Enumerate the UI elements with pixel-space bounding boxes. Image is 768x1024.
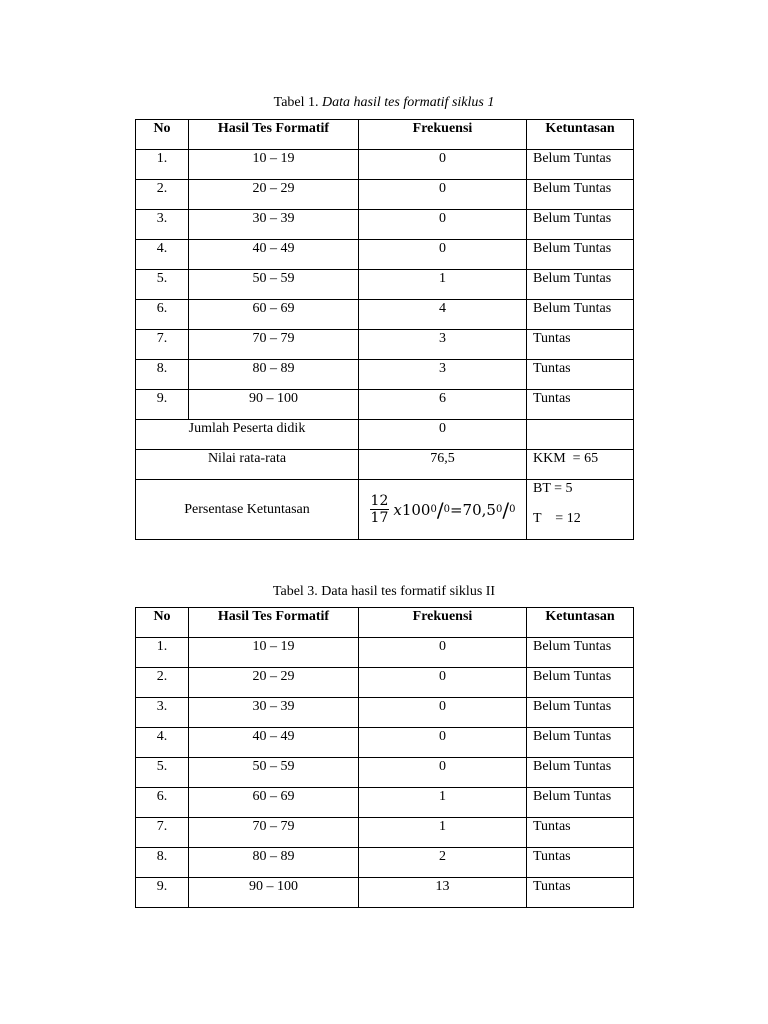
table2-header-ketuntasan: Ketuntasan [527,608,634,638]
table1-persen-row [136,480,634,540]
table1-cell-hasil: 60 – 69 [189,300,359,330]
table2-cell-ketuntasan: Tuntas [527,818,634,848]
table2-row [136,818,634,848]
table2-header-frekuensi: Frekuensi [359,608,527,638]
table1-cell-frekuensi: 0 [359,180,527,210]
table2-cell-hasil: 40 – 49 [189,728,359,758]
table1-header-frekuensi: Frekuensi [359,120,527,150]
table2-row [136,878,634,908]
table2-row [136,698,634,728]
table1-jumlah-row [136,420,634,450]
table2-cell-no: 1. [136,638,189,668]
table1-cell-hasil: 30 – 39 [189,210,359,240]
table2-cell-ketuntasan: Belum Tuntas [527,728,634,758]
persen-formula [359,482,526,538]
table2-cell-frekuensi: 0 [359,668,527,698]
table1-cell-ketuntasan: Belum Tuntas [527,150,634,180]
table2-cell-hasil: 90 – 100 [189,878,359,908]
table2-cell-frekuensi: 0 [359,728,527,758]
table2-cell-hasil: 20 – 29 [189,668,359,698]
table1-cell-no: 1. [136,150,189,180]
table1-row [136,300,634,330]
table2-header-no: No [136,608,189,638]
table2-row [136,728,634,758]
table2-cell-ketuntasan: Belum Tuntas [527,788,634,818]
formula-result: 70,5 [462,500,496,519]
table1-row [136,150,634,180]
table2-cell-no: 6. [136,788,189,818]
table2-row [136,668,634,698]
table1-cell-frekuensi: 1 [359,270,527,300]
table1-rata-row [136,450,634,480]
table2-cell-hasil: 80 – 89 [189,848,359,878]
table1-cell-ketuntasan: Belum Tuntas [527,210,634,240]
table2-cell-ketuntasan: Tuntas [527,878,634,908]
table1-cell-ketuntasan: Tuntas [527,330,634,360]
table1-caption [0,95,768,111]
table1-cell-frekuensi: 4 [359,300,527,330]
jumlah-ketuntasan [527,420,634,450]
jumlah-label: Jumlah Peserta didik [136,420,359,450]
table2-cell-frekuensi: 0 [359,698,527,728]
table1-cell-no: 4. [136,240,189,270]
table2-cell-frekuensi: 1 [359,818,527,848]
table1-cell-ketuntasan: Belum Tuntas [527,270,634,300]
table1-cell-no: 7. [136,330,189,360]
jumlah-value: 0 [359,420,527,450]
formula-pct-top-2: 0 [495,503,503,515]
table1-cell-frekuensi: 3 [359,360,527,390]
table1-cell-hasil: 70 – 79 [189,330,359,360]
table1-cell-hasil: 90 – 100 [189,390,359,420]
table2-row [136,848,634,878]
table1-cell-no: 5. [136,270,189,300]
table2-cell-ketuntasan: Belum Tuntas [527,668,634,698]
table1-row [136,330,634,360]
table2-cell-no: 8. [136,848,189,878]
formula-fraction [370,494,390,525]
table1-cell-hasil: 10 – 19 [189,150,359,180]
table2-cell-frekuensi: 2 [359,848,527,878]
kkm-value: KKM = 65 [527,450,634,480]
table1-cell-frekuensi: 0 [359,150,527,180]
formula-pct-top-1: 0 [430,503,437,515]
table2-cell-frekuensi: 1 [359,788,527,818]
table1-row [136,360,634,390]
table2-cell-hasil: 50 – 59 [189,758,359,788]
bt-t-cell [527,480,634,540]
persen-label: Persentase Ketuntasan [136,480,359,540]
table2-row [136,788,634,818]
formula-hundred: 100 [401,500,431,519]
table2-row [136,758,634,788]
formula-x: x [393,500,402,519]
formula-pct-slash-2: / [502,497,510,522]
table2 [135,607,634,908]
formula-pct-slash-1: / [436,497,444,522]
table1-header-hasil: Hasil Tes Formatif [189,120,359,150]
table1-cell-hasil: 40 – 49 [189,240,359,270]
table1-cell-frekuensi: 0 [359,210,527,240]
table1-row [136,240,634,270]
table2-cell-ketuntasan: Belum Tuntas [527,638,634,668]
table2-cell-no: 5. [136,758,189,788]
table1-cell-no: 6. [136,300,189,330]
table1 [135,119,634,540]
table1-cell-ketuntasan: Belum Tuntas [527,180,634,210]
table1-cell-hasil: 20 – 29 [189,180,359,210]
table1-cell-frekuensi: 3 [359,330,527,360]
table2-cell-ketuntasan: Tuntas [527,848,634,878]
table1-body [136,150,634,420]
table1-cell-ketuntasan: Belum Tuntas [527,300,634,330]
table1-row [136,270,634,300]
formula-numerator: 12 [370,493,389,509]
table2-header-row [136,608,634,638]
table1-cell-ketuntasan: Belum Tuntas [527,240,634,270]
table1-cell-ketuntasan: Tuntas [527,360,634,390]
table1-row [136,180,634,210]
table1-row [136,210,634,240]
table2-cell-no: 4. [136,728,189,758]
table1-cell-frekuensi: 0 [359,240,527,270]
table1-header-ketuntasan: Ketuntasan [527,120,634,150]
table2-cell-ketuntasan: Belum Tuntas [527,698,634,728]
table2-cell-no: 3. [136,698,189,728]
table1-caption-title: Data hasil tes formatif siklus 1 [322,95,495,110]
table1-cell-hasil: 80 – 89 [189,360,359,390]
table2-cell-no: 9. [136,878,189,908]
table2-cell-hasil: 10 – 19 [189,638,359,668]
rata-label: Nilai rata-rata [136,450,359,480]
table1-cell-no: 3. [136,210,189,240]
table2-cell-no: 2. [136,668,189,698]
bt-value: BT = 5 [533,481,573,496]
table2-cell-frekuensi: 13 [359,878,527,908]
table2-header-hasil: Hasil Tes Formatif [189,608,359,638]
table1-cell-no: 9. [136,390,189,420]
table1-caption-prefix: Tabel 1. [273,95,319,110]
table1-cell-frekuensi: 6 [359,390,527,420]
table2-cell-ketuntasan: Belum Tuntas [527,758,634,788]
table2-cell-frekuensi: 0 [359,638,527,668]
rata-value: 76,5 [359,450,527,480]
table2-cell-hasil: 70 – 79 [189,818,359,848]
table2-cell-hasil: 30 – 39 [189,698,359,728]
table1-cell-ketuntasan: Tuntas [527,390,634,420]
table2-row [136,638,634,668]
formula-pct-bottom-1: 0 [443,503,450,515]
table2-caption: Tabel 3. Data hasil tes formatif siklus II [272,584,496,599]
formula-equals: = [449,500,463,519]
table1-header-no: No [136,120,189,150]
table1-cell-no: 8. [136,360,189,390]
table1-header-row [136,120,634,150]
formula-pct-bottom-2: 0 [509,503,516,515]
table1-cell-hasil: 50 – 59 [189,270,359,300]
table2-cell-no: 7. [136,818,189,848]
formula-denominator: 17 [370,510,389,526]
persen-formula-cell [359,480,527,540]
t-value: T = 12 [533,511,581,526]
table2-body [136,638,634,908]
table2-cell-hasil: 60 – 69 [189,788,359,818]
table1-cell-no: 2. [136,180,189,210]
table2-cell-frekuensi: 0 [359,758,527,788]
table1-row [136,390,634,420]
